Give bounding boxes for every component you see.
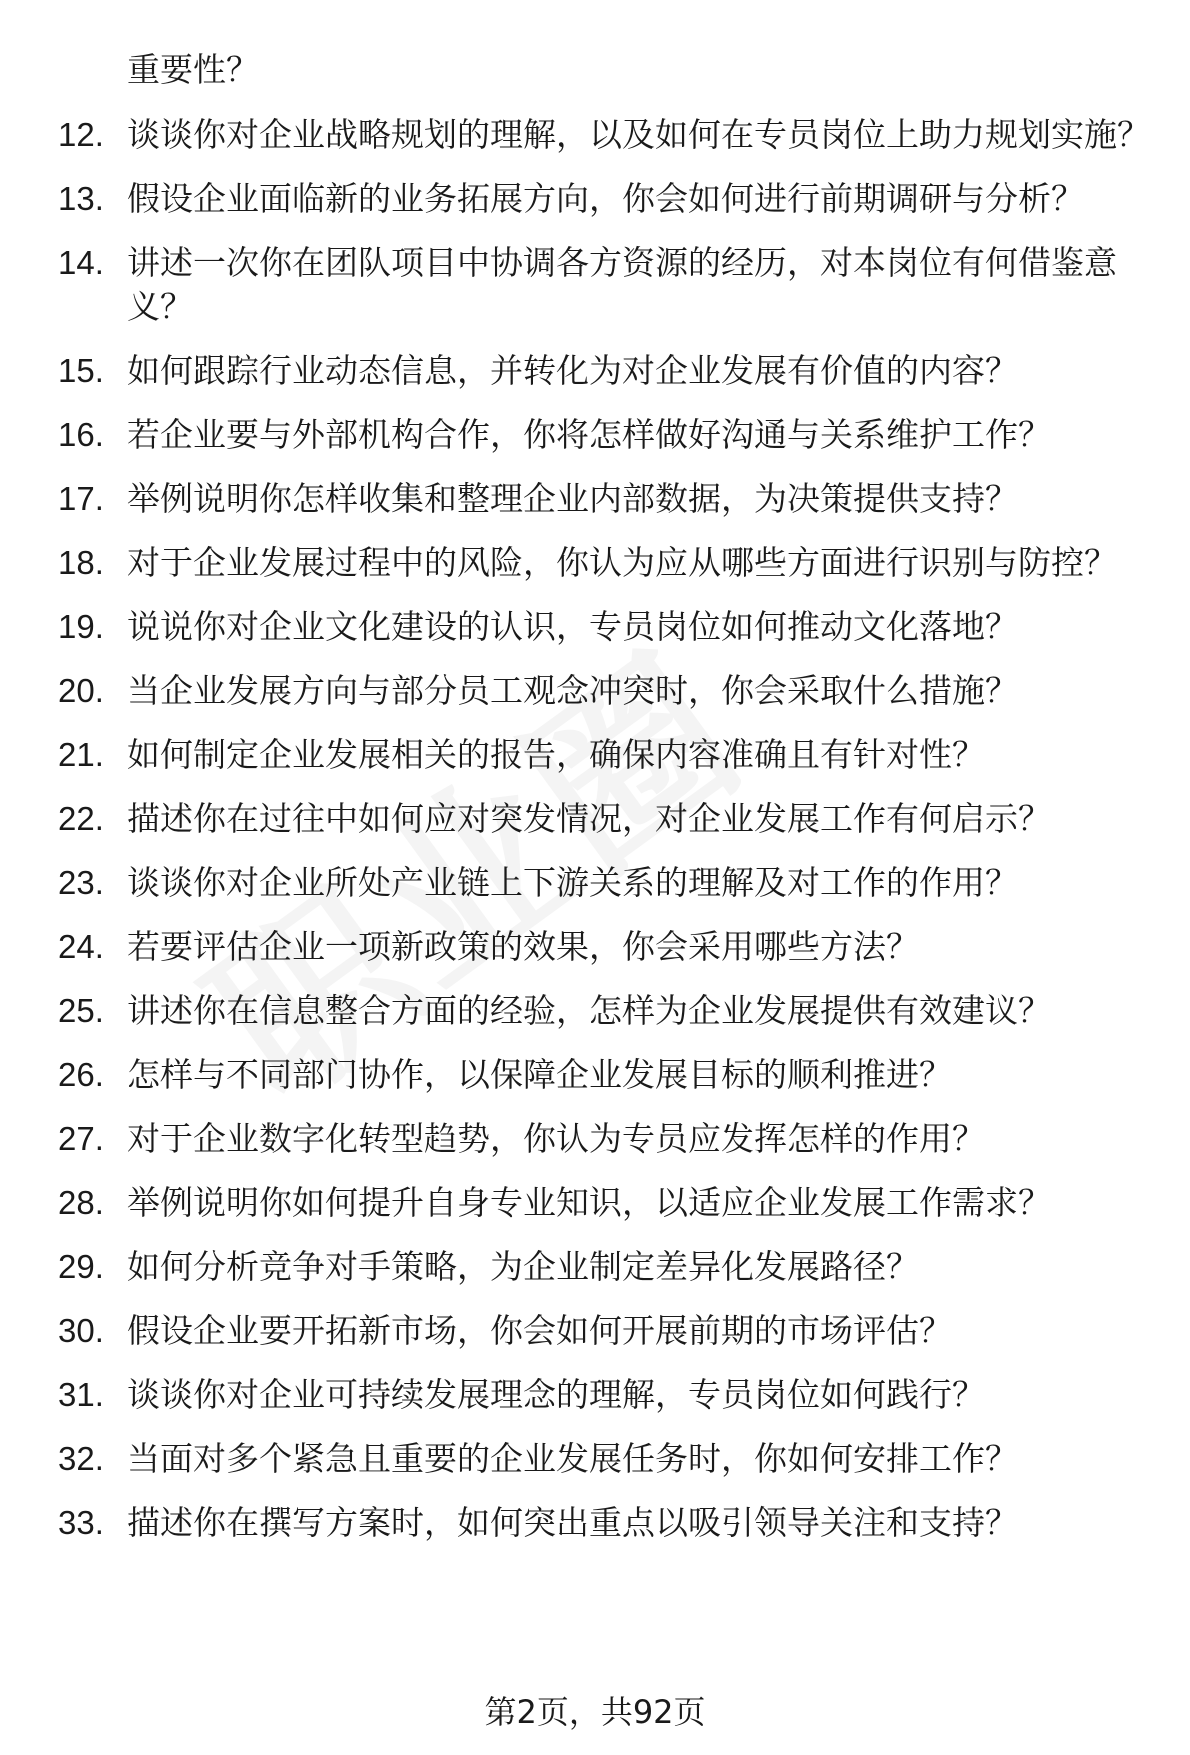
question-item xyxy=(0,733,1190,777)
question-number: 13. xyxy=(58,180,104,217)
question-number: 16. xyxy=(58,416,104,453)
question-text: 若要评估企业一项新政策的效果，你会采用哪些方法？ xyxy=(127,927,919,966)
question-number: 15. xyxy=(58,352,104,389)
question-item xyxy=(0,1053,1190,1097)
question-text: 讲述你在信息整合方面的经验，怎样为企业发展提供有效建议？ xyxy=(127,991,1051,1030)
question-item xyxy=(0,669,1190,713)
question-text: 谈谈你对企业所处产业链上下游关系的理解及对工作的作用？ xyxy=(127,863,1018,902)
question-text: 说说你对企业文化建设的认识，专员岗位如何推动文化落地？ xyxy=(127,607,1018,646)
question-text: 如何分析竞争对手策略，为企业制定差异化发展路径？ xyxy=(127,1247,919,1286)
question-item xyxy=(0,113,1190,157)
question-number: 19. xyxy=(58,608,104,645)
question-text: 描述你在撰写方案时，如何突出重点以吸引领导关注和支持？ xyxy=(127,1503,1018,1542)
question-text: 当面对多个紧急且重要的企业发展任务时，你如何安排工作？ xyxy=(127,1439,1018,1478)
question-number: 20. xyxy=(58,672,104,709)
question-text: 举例说明你如何提升自身专业知识，以适应企业发展工作需求？ xyxy=(127,1183,1051,1222)
continued-question-text: 重要性？ xyxy=(127,50,259,89)
question-number: 26. xyxy=(58,1056,104,1093)
question-text: 假设企业面临新的业务拓展方向，你会如何进行前期调研与分析？ xyxy=(127,179,1084,218)
question-item xyxy=(0,925,1190,969)
question-number: 23. xyxy=(58,864,104,901)
question-item xyxy=(0,541,1190,585)
question-number: 17. xyxy=(58,480,104,517)
page-footer: 第2页，共92页 xyxy=(484,1693,706,1731)
question-item xyxy=(0,1309,1190,1353)
question-number: 24. xyxy=(58,928,104,965)
question-item xyxy=(0,349,1190,393)
question-text: 当企业发展方向与部分员工观念冲突时，你会采取什么措施？ xyxy=(127,671,1018,710)
question-item xyxy=(0,989,1190,1033)
question-item xyxy=(0,605,1190,649)
question-item xyxy=(0,241,1190,329)
question-number: 27. xyxy=(58,1120,104,1157)
question-text: 讲述一次你在团队项目中协调各方资源的经历，对本岗位有何借鉴意义？ xyxy=(127,243,1117,326)
question-list xyxy=(0,113,1190,1565)
question-text: 对于企业发展过程中的风险，你认为应从哪些方面进行识别与防控？ xyxy=(127,543,1117,582)
question-item xyxy=(0,1245,1190,1289)
question-text: 谈谈你对企业可持续发展理念的理解，专员岗位如何践行？ xyxy=(127,1375,985,1414)
question-text: 若企业要与外部机构合作，你将怎样做好沟通与关系维护工作？ xyxy=(127,415,1051,454)
question-number: 28. xyxy=(58,1184,104,1221)
question-item xyxy=(0,1117,1190,1161)
question-number: 31. xyxy=(58,1376,104,1413)
question-item xyxy=(0,1437,1190,1481)
question-item xyxy=(0,477,1190,521)
question-text: 举例说明你怎样收集和整理企业内部数据，为决策提供支持？ xyxy=(127,479,1018,518)
question-item xyxy=(0,861,1190,905)
question-text: 假设企业要开拓新市场，你会如何开展前期的市场评估？ xyxy=(127,1311,952,1350)
question-number: 29. xyxy=(58,1248,104,1285)
question-number: 30. xyxy=(58,1312,104,1349)
question-item xyxy=(0,413,1190,457)
question-item xyxy=(0,1181,1190,1225)
question-number: 25. xyxy=(58,992,104,1029)
question-text: 对于企业数字化转型趋势，你认为专员应发挥怎样的作用？ xyxy=(127,1119,985,1158)
question-number: 18. xyxy=(58,544,104,581)
question-item xyxy=(0,1373,1190,1417)
question-text: 描述你在过往中如何应对突发情况，对企业发展工作有何启示？ xyxy=(127,799,1051,838)
question-number: 33. xyxy=(58,1504,104,1541)
question-number: 14. xyxy=(58,244,104,281)
question-number: 21. xyxy=(58,736,104,773)
question-item xyxy=(0,797,1190,841)
question-number: 22. xyxy=(58,800,104,837)
question-number: 12. xyxy=(58,116,104,153)
question-item xyxy=(0,1501,1190,1545)
question-text: 怎样与不同部门协作，以保障企业发展目标的顺利推进？ xyxy=(127,1055,952,1094)
question-number: 32. xyxy=(58,1440,104,1477)
question-text: 如何制定企业发展相关的报告，确保内容准确且有针对性？ xyxy=(127,735,985,774)
question-text: 如何跟踪行业动态信息，并转化为对企业发展有价值的内容？ xyxy=(127,351,1018,390)
question-item xyxy=(0,177,1190,221)
question-text: 谈谈你对企业战略规划的理解，以及如何在专员岗位上助力规划实施？ xyxy=(127,115,1150,154)
